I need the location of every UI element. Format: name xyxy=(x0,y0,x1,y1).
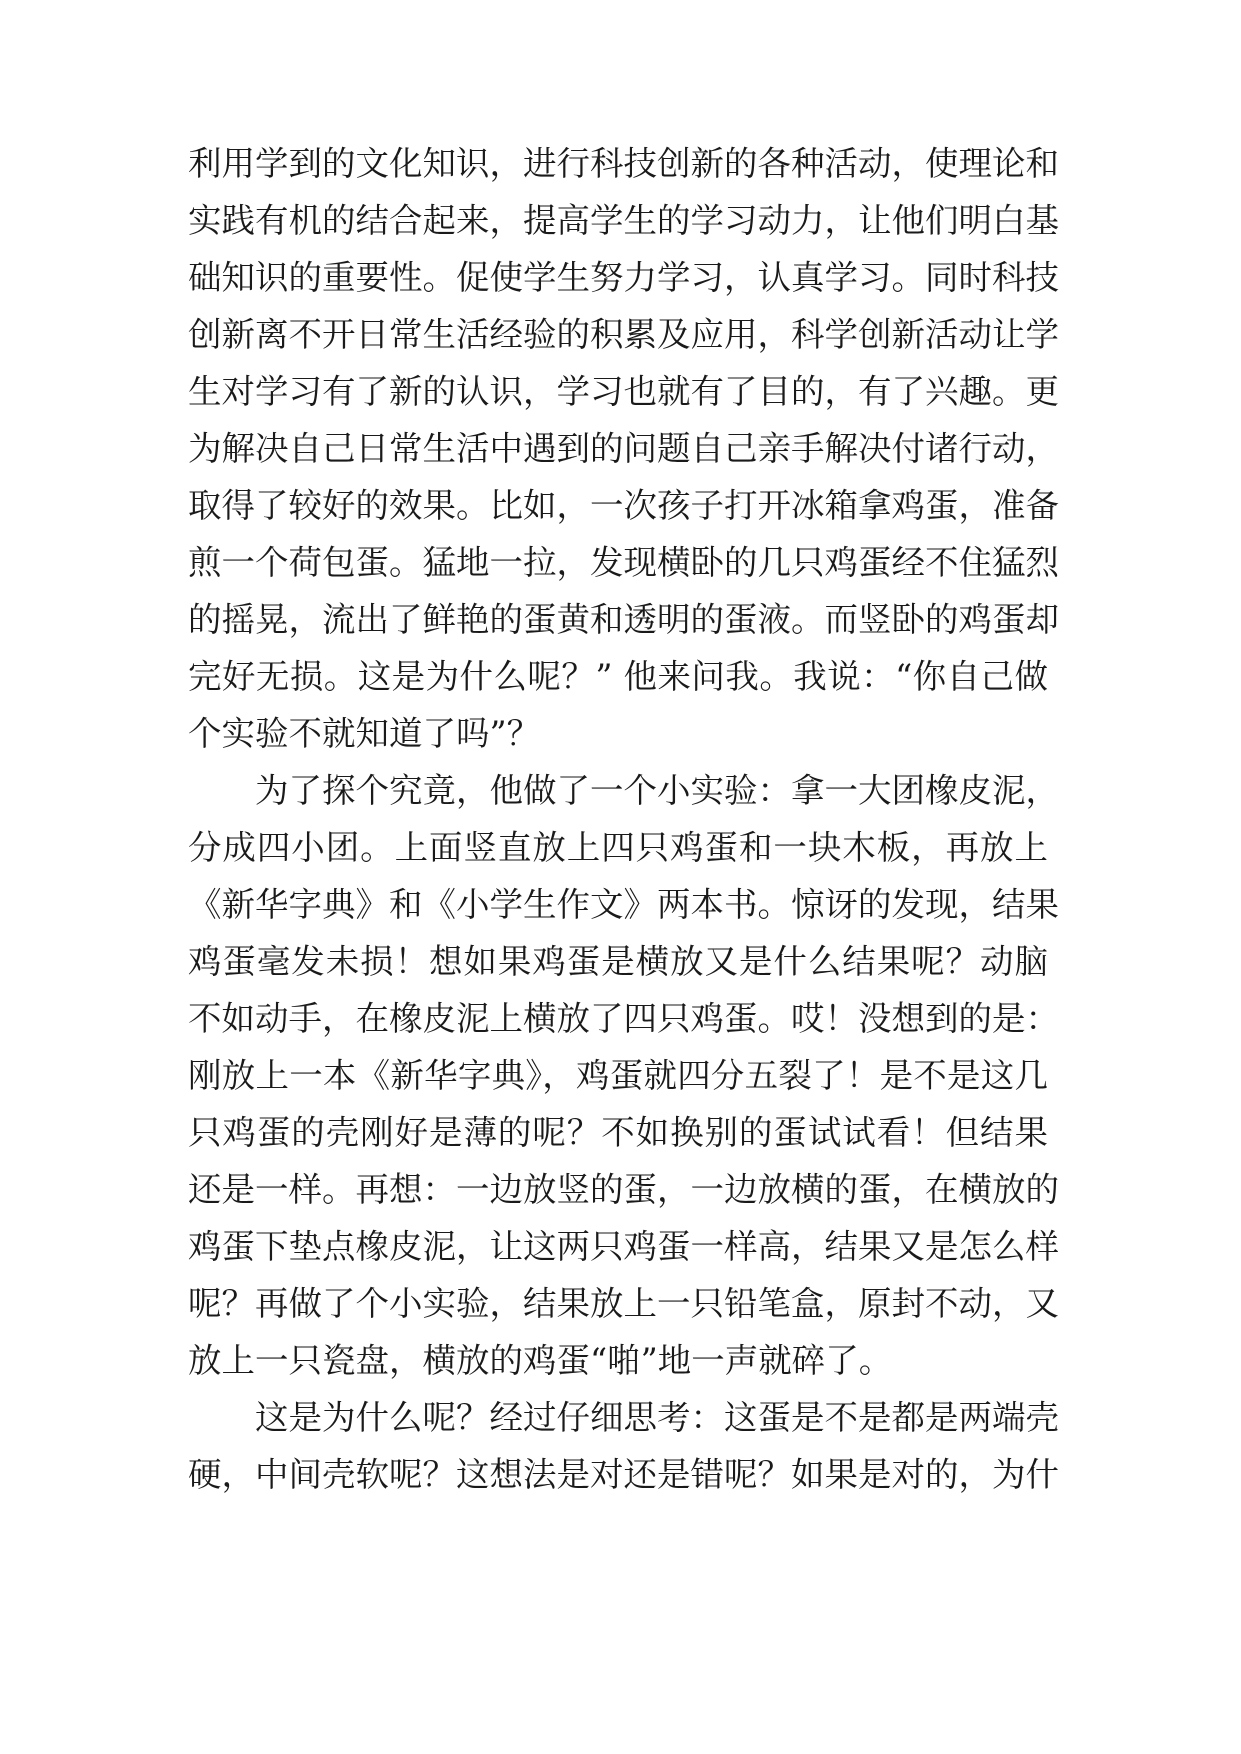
text-line: 完好无损。这是为什么呢？” 他来问我。我说：“你自己做 xyxy=(188,657,1048,696)
text-line: 不如动手，在橡皮泥上横放了四只鸡蛋。哎！没想到的是： xyxy=(188,999,1059,1038)
text-line: 鸡蛋毫发未损！想如果鸡蛋是横放又是什么结果呢？动脑 xyxy=(188,942,1048,981)
text-line: 硬，中间壳软呢？这想法是对还是错呢？如果是对的，为什 xyxy=(188,1455,1059,1494)
text-line: 刚放上一本《新华字典》，鸡蛋就四分五裂了！是不是这几 xyxy=(188,1056,1048,1095)
text-line: 实践有机的结合起来，提高学生的学习动力，让他们明白基 xyxy=(188,201,1059,240)
paragraph-first-line: 这是为什么呢？经过仔细思考：这蛋是不是都是两端壳 xyxy=(255,1398,1059,1437)
text-line: 础知识的重要性。促使学生努力学习，认真学习。同时科技 xyxy=(188,258,1059,297)
text-line: 放上一只瓷盘，横放的鸡蛋“啪”地一声就碎了。 xyxy=(188,1341,893,1380)
text-line: 鸡蛋下垫点橡皮泥，让这两只鸡蛋一样高，结果又是怎么样 xyxy=(188,1227,1059,1266)
text-line: 的摇晃，流出了鲜艳的蛋黄和透明的蛋液。而竖卧的鸡蛋却 xyxy=(188,600,1059,639)
text-line: 取得了较好的效果。比如，一次孩子打开冰箱拿鸡蛋，准备 xyxy=(188,486,1059,525)
text-line: 还是一样。再想：一边放竖的蛋，一边放横的蛋，在横放的 xyxy=(188,1170,1059,1209)
text-line: 生对学习有了新的认识，学习也就有了目的，有了兴趣。更 xyxy=(188,372,1059,411)
text-line: 呢？再做了个小实验，结果放上一只铅笔盒，原封不动，又 xyxy=(188,1284,1059,1323)
paragraph-first-line: 为了探个究竟，他做了一个小实验：拿一大团橡皮泥， xyxy=(255,771,1059,810)
text-line: 分成四小团。上面竖直放上四只鸡蛋和一块木板，再放上 xyxy=(188,828,1048,867)
text-line: 煎一个荷包蛋。猛地一拉，发现横卧的几只鸡蛋经不住猛烈 xyxy=(188,543,1059,582)
text-line: 《新华字典》和《小学生作文》两本书。惊讶的发现，结果 xyxy=(188,885,1059,924)
text-line: 只鸡蛋的壳刚好是薄的呢？不如换别的蛋试试看！但结果 xyxy=(188,1113,1048,1152)
text-line: 创新离不开日常生活经验的积累及应用，科学创新活动让学 xyxy=(188,315,1059,354)
text-line: 个实验不就知道了吗”？ xyxy=(188,714,541,753)
text-line: 为解决自己日常生活中遇到的问题自己亲手解决付诸行动， xyxy=(188,429,1059,468)
text-line: 利用学到的文化知识，进行科技创新的各种活动，使理论和 xyxy=(188,144,1059,183)
